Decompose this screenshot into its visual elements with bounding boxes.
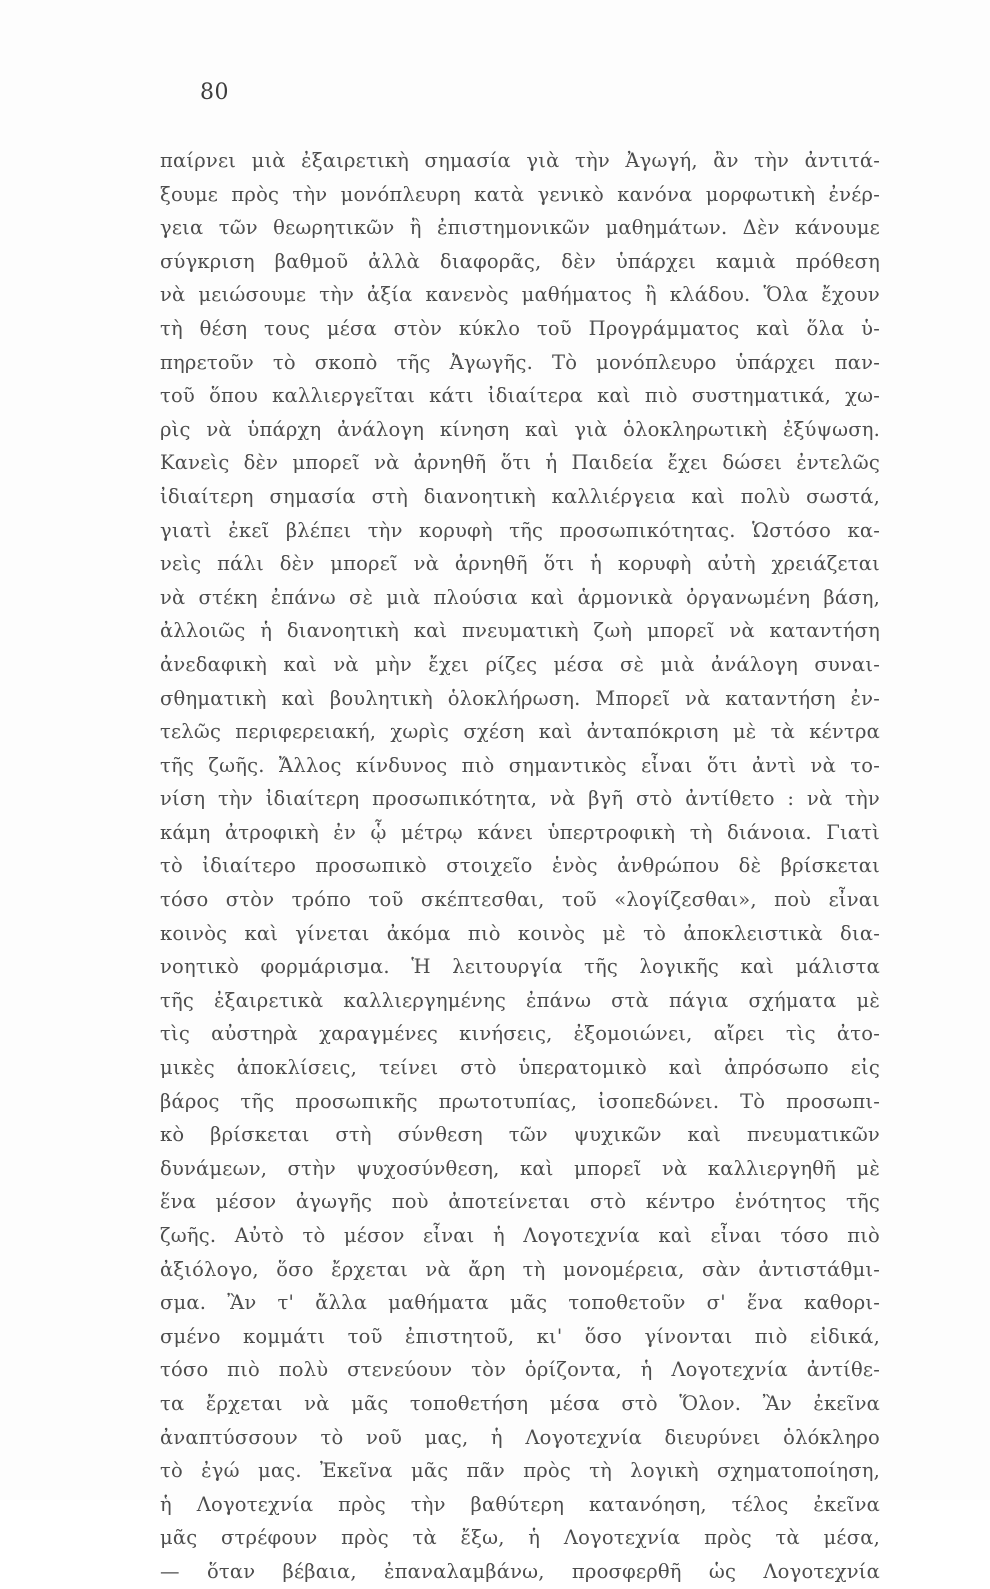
text-line: — ὅταν βέβαια, ἐπαναλαμβάνω, προσφερθῆ ὡς Λογοτεχνία bbox=[160, 1559, 880, 1583]
text-line: δυνάμεων, στὴν ψυχοσύνθεση, καὶ μπορεῖ νὰ καλλιεργηθῆ μὲ bbox=[160, 1156, 880, 1180]
text-line: μικὲς ἀποκλίσεις, τείνει στὸ ὑπερατομικὸ καὶ ἀπρόσωπο εἰς bbox=[160, 1056, 880, 1080]
text-line: ἡ Λογοτεχνία πρὸς τὴν βαθύτερη κατανόηση, τέλος ἐκεῖνα bbox=[160, 1492, 880, 1516]
text-line: σύγκριση βαθμοῦ ἀλλὰ διαφορᾶς, δὲν ὑπάρχει καμιὰ πρόθεση bbox=[160, 249, 880, 273]
text-line: τα ἔρχεται νὰ μᾶς τοποθετήση μέσα στὸ Ὅλον. Ἂν ἐκεῖνα bbox=[160, 1391, 880, 1415]
text-line: ἀξιόλογο, ὅσο ἔρχεται νὰ ἄρη τὴ μονομέρεια, σὰν ἀντιστάθμι- bbox=[160, 1257, 880, 1281]
text-line: τὴ θέση τους μέσα στὸν κύκλο τοῦ Προγράμματος καὶ ὅλα ὑ- bbox=[160, 316, 880, 340]
text-line: τὶς αὐστηρὰ χαραγμένες κινήσεις, ἐξομοιώνει, αἴρει τὶς ἀτο- bbox=[160, 1022, 880, 1046]
text-line: νὰ μειώσουμε τὴν ἀξία κανενὸς μαθήματος ἢ κλάδου. Ὅλα ἔχουν bbox=[160, 283, 880, 307]
text-line: κάμη ἀτροφικὴ ἐν ᾧ μέτρῳ κάνει ὑπερτροφικὴ τὴ διάνοια. Γιατὶ bbox=[160, 820, 880, 844]
text-line: νίση τὴν ἰδιαίτερη προσωπικότητα, νὰ βγῆ στὸ ἀντίθετο : νὰ τὴν bbox=[160, 787, 880, 811]
text-line: γιατὶ ἐκεῖ βλέπει τὴν κορυφὴ τῆς προσωπικότητας. Ὡστόσο κα- bbox=[160, 518, 880, 542]
text-line: Κανεὶς δὲν μπορεῖ νὰ ἀρνηθῆ ὅτι ἡ Παιδεία ἔχει δώσει ἐντελῶς bbox=[160, 451, 880, 475]
text-line: τοῦ ὅπου καλλιεργεῖται κάτι ἰδιαίτερα καὶ πιὸ συστηματικά, χω- bbox=[160, 384, 880, 408]
text-line: ἀλλοιῶς ἡ διανοητικὴ καὶ πνευματικὴ ζωὴ μπορεῖ νὰ καταντήση bbox=[160, 619, 880, 643]
text-line: νὰ στέκη ἐπάνω σὲ μιὰ πλούσια καὶ ἁρμονικὰ ὀργανωμένη βάση, bbox=[160, 585, 880, 609]
text-line: πηρετοῦν τὸ σκοπὸ τῆς Ἀγωγῆς. Τὸ μονόπλευρο ὑπάρχει παν- bbox=[160, 350, 880, 374]
text-line: νεὶς πάλι δὲν μπορεῖ νὰ ἀρνηθῆ ὅτι ἡ κορυφὴ αὐτὴ χρειάζεται bbox=[160, 552, 880, 576]
text-line: ζωῆς. Αὐτὸ τὸ μέσον εἶναι ἡ Λογοτεχνία καὶ εἶναι τόσο πιὸ bbox=[160, 1224, 880, 1247]
text-line: τὸ ἐγώ μας. Ἐκεῖνα μᾶς πᾶν πρὸς τὴ λογικὴ σχηματοποίηση, bbox=[160, 1459, 880, 1483]
text-line: σθηματικὴ καὶ βουλητικὴ ὁλοκλήρωση. Μπορεῖ νὰ καταντήση ἐν- bbox=[160, 686, 880, 710]
text-line: παίρνει μιὰ ἐξαιρετικὴ σημασία γιὰ τὴν Ἀγωγή, ἂν τὴν ἀντιτά- bbox=[160, 149, 880, 172]
text-line: ρὶς νὰ ὑπάρχη ἀνάλογη κίνηση καὶ γιὰ ὁλοκληρωτικὴ ἐξύψωση. bbox=[160, 417, 880, 441]
text-line: ἀνεδαφικὴ καὶ νὰ μὴν ἔχει ρίζες μέσα σὲ μιὰ ἀνάλογη συναι- bbox=[160, 652, 880, 676]
text-line: γεια τῶν θεωρητικῶν ἢ ἐπιστημονικῶν μαθημάτων. Δὲν κάνουμε bbox=[160, 216, 880, 240]
page-number: 80 bbox=[200, 80, 229, 105]
text-line: μᾶς στρέφουν πρὸς τὰ ἔξω, ἡ Λογοτεχνία πρὸς τὰ μέσα, bbox=[160, 1526, 880, 1550]
text-line: ξουμε πρὸς τὴν μονόπλευρη κατὰ γενικὸ κανόνα μορφωτικὴ ἐνέρ- bbox=[160, 182, 880, 206]
text-line: κὸ βρίσκεται στὴ σύνθεση τῶν ψυχικῶν καὶ πνευματικῶν bbox=[160, 1123, 880, 1147]
text-line: σμένο κομμάτι τοῦ ἐπιστητοῦ, κι' ὅσο γίνονται πιὸ εἰδικά, bbox=[160, 1324, 880, 1348]
text-line: τόσο πιὸ πολὺ στενεύουν τὸν ὁρίζοντα, ἡ Λογοτεχνία ἀντίθε- bbox=[160, 1358, 880, 1382]
text-line: σμα. Ἂν τ' ἄλλα μαθήματα μᾶς τοποθετοῦν σ' ἕνα καθορι- bbox=[160, 1291, 880, 1315]
body-text bbox=[160, 144, 880, 1589]
text-line: κοινὸς καὶ γίνεται ἀκόμα πιὸ κοινὸς μὲ τὸ ἀποκλειστικὰ δια- bbox=[160, 921, 880, 945]
text-line: τελῶς περιφερειακή, χωρὶς σχέση καὶ ἀνταπόκριση μὲ τὰ κέντρα bbox=[160, 720, 880, 744]
text-line: τὸ ἰδιαίτερο προσωπικὸ στοιχεῖο ἑνὸς ἀνθρώπου δὲ βρίσκεται bbox=[160, 854, 880, 878]
text-line: ἰδιαίτερη σημασία στὴ διανοητικὴ καλλιέργεια καὶ πολὺ σωστά, bbox=[160, 484, 880, 508]
text-line: ἕνα μέσον ἀγωγῆς ποὺ ἀποτείνεται στὸ κέντρο ἑνότητος τῆς bbox=[160, 1190, 880, 1214]
text-line: τῆς ἐξαιρετικὰ καλλιεργημένης ἐπάνω στὰ πάγια σχήματα μὲ bbox=[160, 988, 880, 1012]
text-line: νοητικὸ φορμάρισμα. Ἡ λειτουργία τῆς λογικῆς καὶ μάλιστα bbox=[160, 955, 880, 979]
text-line: τόσο στὸν τρόπο τοῦ σκέπτεσθαι, τοῦ «λογίζεσθαι», ποὺ εἶναι bbox=[160, 888, 880, 912]
text-line: βάρος τῆς προσωπικῆς πρωτοτυπίας, ἰσοπεδώνει. Τὸ προσωπι- bbox=[160, 1089, 880, 1113]
text-line: τῆς ζωῆς. Ἄλλος κίνδυνος πιὸ σημαντικὸς εἶναι ὅτι ἀντὶ νὰ το- bbox=[160, 753, 880, 777]
text-line: ἀναπτύσσουν τὸ νοῦ μας, ἡ Λογοτεχνία διευρύνει ὁλόκληρο bbox=[160, 1425, 880, 1449]
